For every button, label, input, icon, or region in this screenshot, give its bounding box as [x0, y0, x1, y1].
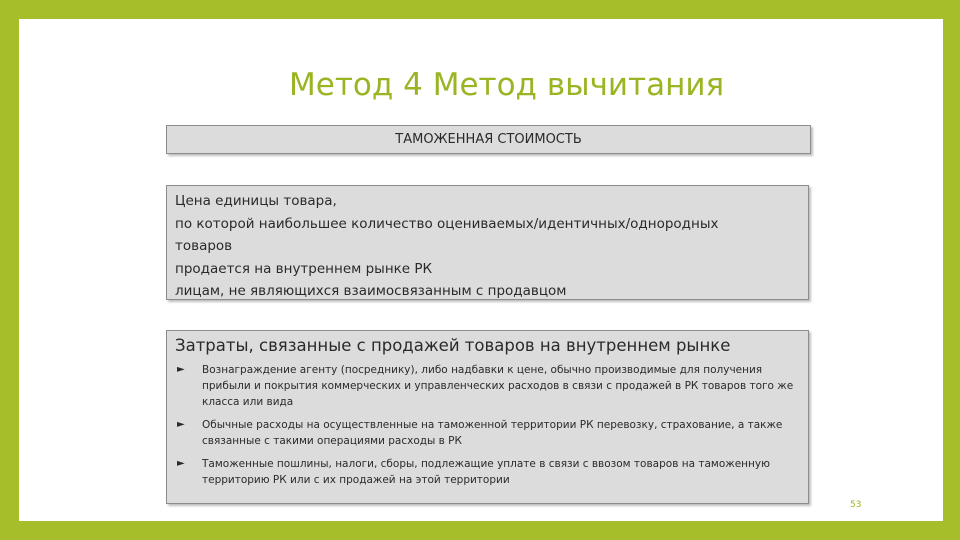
- price-line: по которой наибольшее количество оцениваемых/идентичных/однородных: [175, 215, 719, 232]
- slide-title: Метод 4 Метод вычитания: [289, 67, 725, 103]
- unit-price-box: [166, 185, 809, 300]
- cost-bullet-item: [175, 456, 800, 488]
- cost-bullet-item: [175, 362, 800, 410]
- price-line: продается на внутреннем рынке РК: [175, 260, 433, 277]
- customs-value-header: ТАМОЖЕННАЯ СТОИМОСТЬ: [166, 125, 811, 154]
- price-line: лицам, не являющихся взаимосвязанным с продавцом: [175, 283, 567, 299]
- page-number: 53: [850, 500, 862, 510]
- cost-bullet-item: [175, 417, 800, 449]
- price-line: Цена единицы товара,: [175, 193, 337, 209]
- costs-box: [166, 330, 809, 504]
- price-line: товаров: [175, 238, 233, 254]
- bullet-text: Таможенные пошлины, налоги, сборы, подлежащие уплате в связи с ввозом товаров на таможенную территорию РК или с их продажей на этой территории: [202, 458, 770, 486]
- bullet-text: Вознаграждение агенту (посреднику), либо надбавки к цене, обычно производимые для получения прибыли и покрытия коммерческих и управленческих расходов в связи с продажей в РК товаров того же класса или вида: [202, 364, 794, 408]
- triangle-bullet-icon: ►: [177, 364, 185, 375]
- costs-heading: Затраты, связанные с продажей товаров на внутреннем рынке: [175, 336, 731, 355]
- triangle-bullet-icon: ►: [177, 419, 185, 430]
- bullet-text: Обычные расходы на осуществленные на таможенной территории РК перевозку, страхование, а также связанные с такими операциями расходы в РК: [202, 419, 783, 447]
- slide: [19, 19, 943, 521]
- triangle-bullet-icon: ►: [177, 458, 185, 469]
